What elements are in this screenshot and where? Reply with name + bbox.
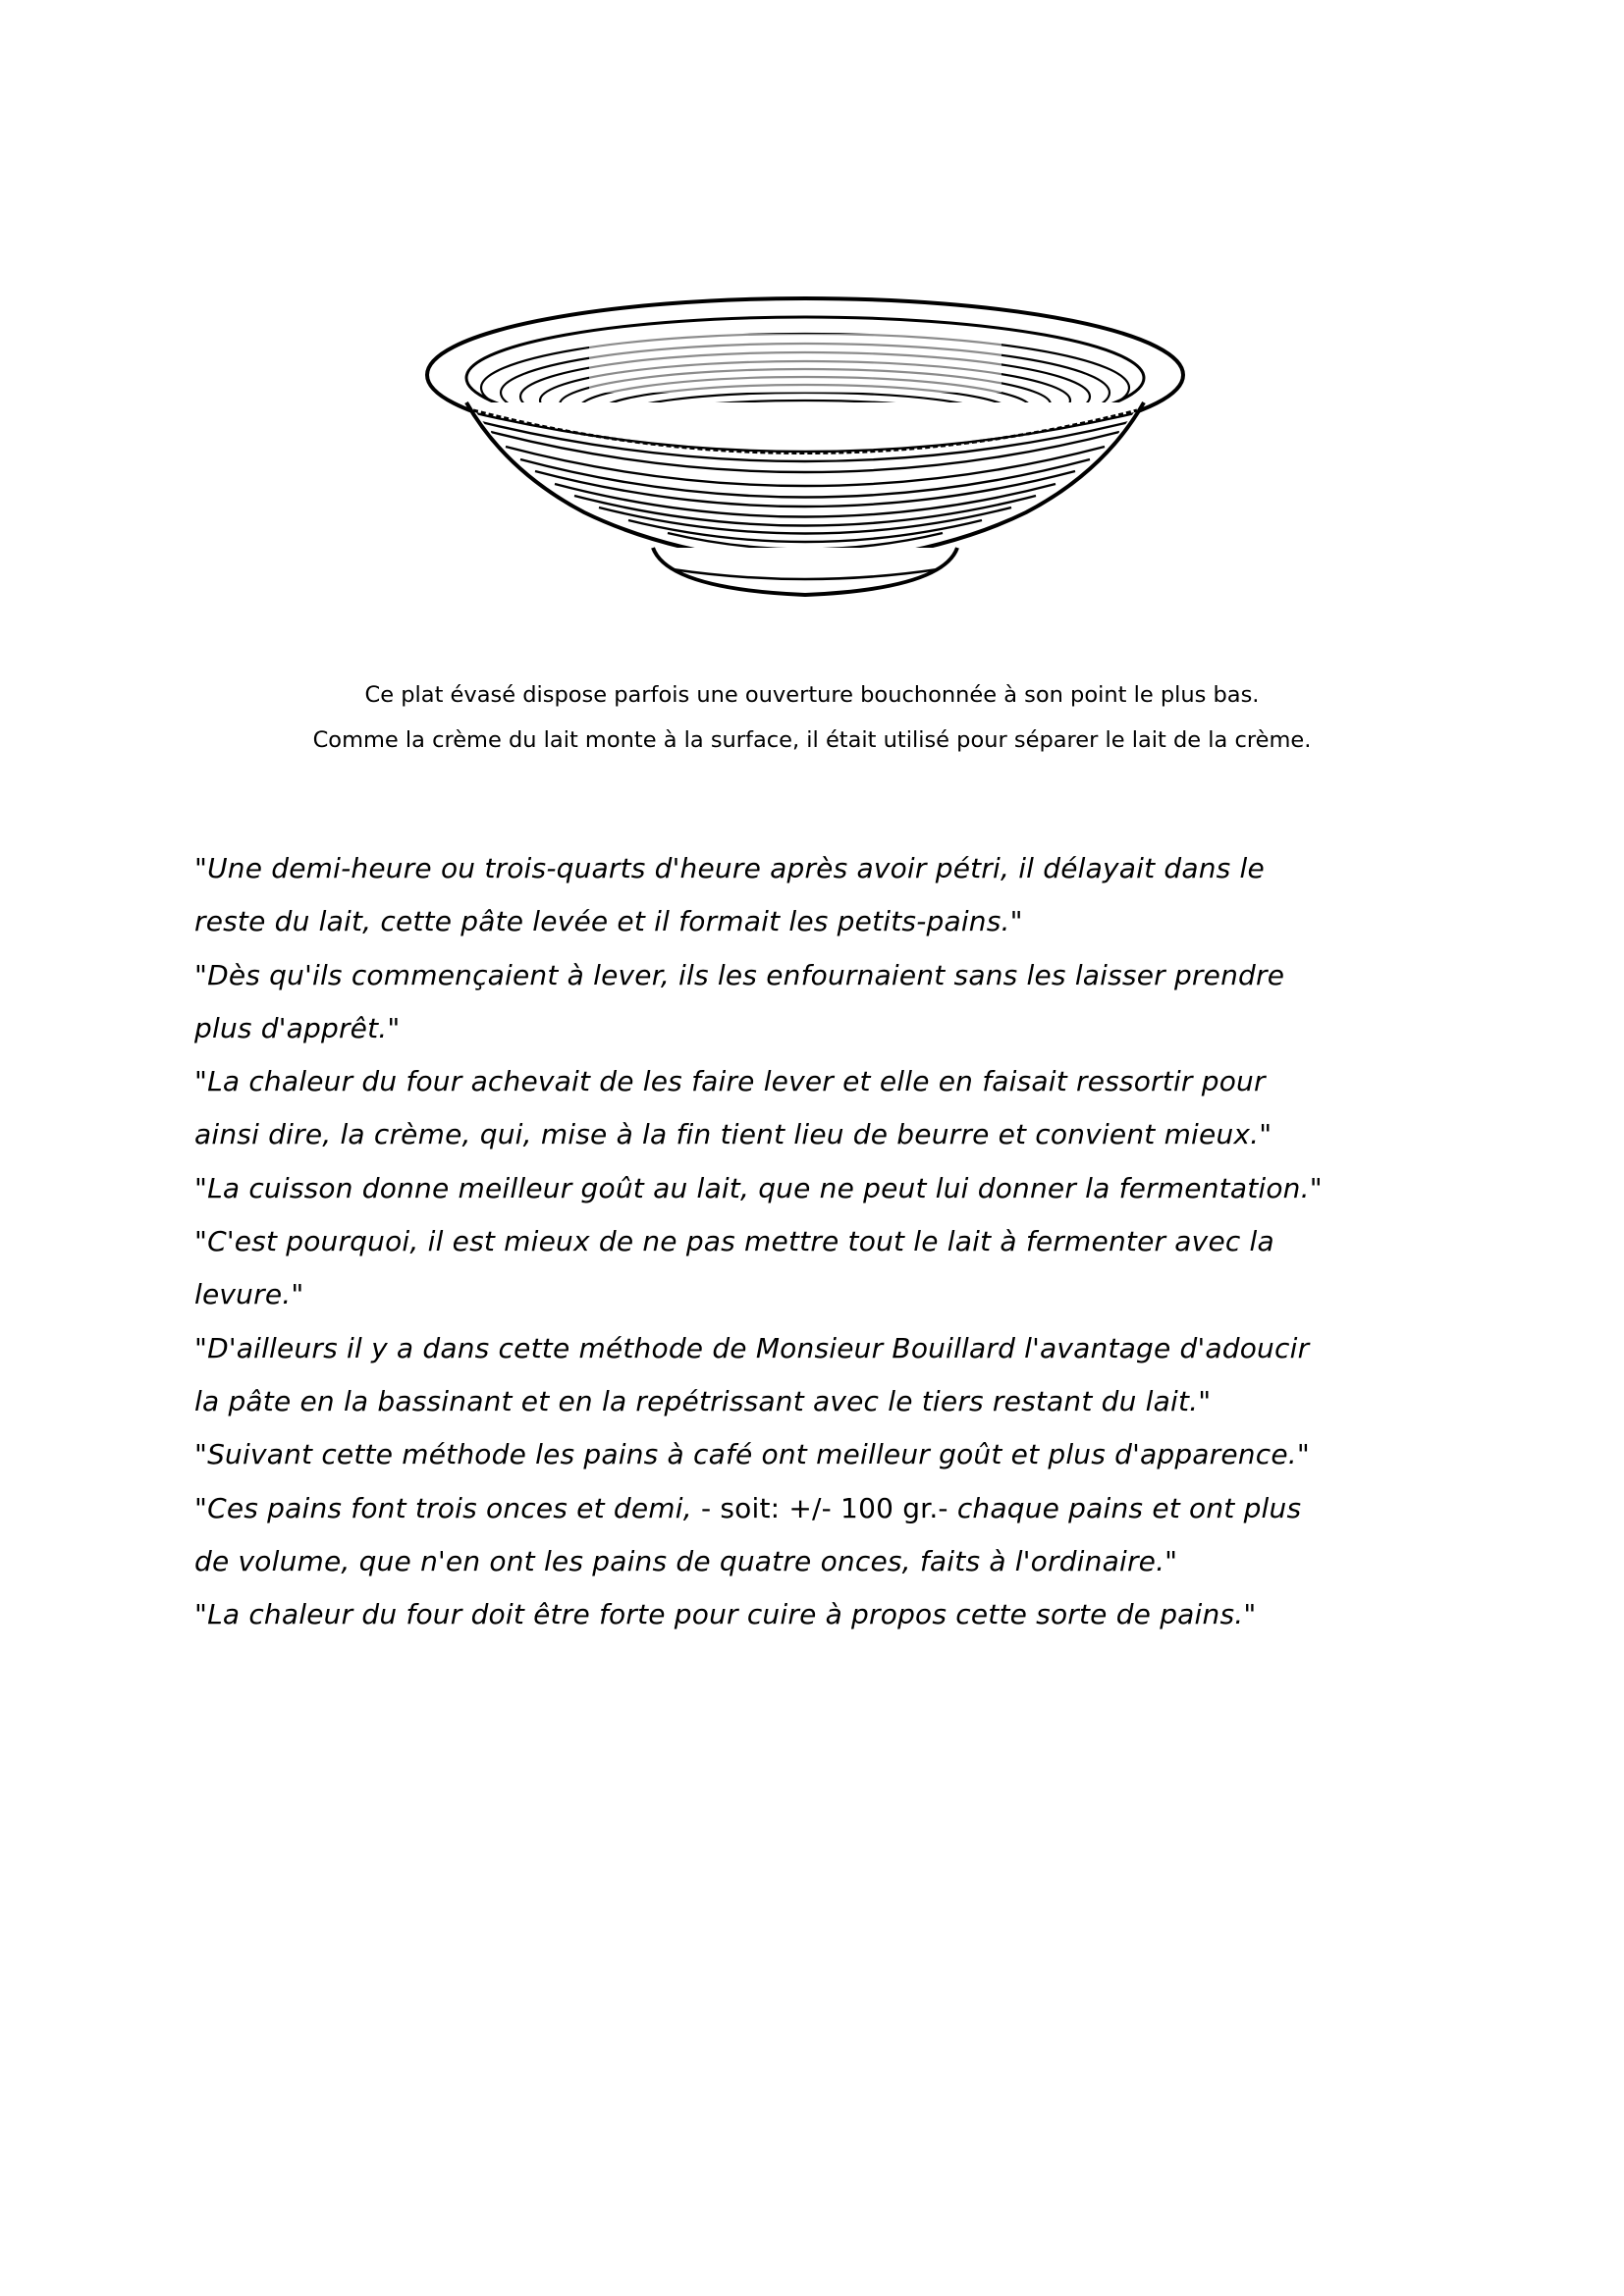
creamer-bowl-illustration [412,294,1198,609]
quote-line: la pâte en la bassinant et en la repétrissant avec le tiers restant du lait." [194,1384,1212,1417]
quote-line: "La cuisson donne meilleur goût au lait, que ne peut lui donner la fermentation." [194,1171,1323,1204]
quote-line: de volume, que n'en ont les pains de quatre onces, faits à l'ordinaire." [194,1544,1178,1577]
caption-line-1: Ce plat évasé dispose parfois une ouverture bouchonnée à son point le plus bas. [364,682,1260,708]
quote-line: "La chaleur du four achevait de les faire lever et elle en faisait ressortir pour [194,1065,1266,1098]
quote-line: "C'est pourquoi, il est mieux de ne pas mettre tout le lait à fermenter avec la [194,1225,1274,1258]
quote-line: "Une demi-heure ou trois-quarts d'heure après avoir pétri, il délayait dans le [194,852,1265,884]
quote-line: plus d'apprêt." [194,1011,401,1044]
caption-line-2: Comme la crème du lait monte à la surface, il était utilisé pour séparer le lait de la crème. [312,727,1312,753]
quote-line: "La chaleur du four doit être forte pour cuire à propos cette sorte de pains." [194,1598,1257,1631]
quote-line: "D'ailleurs il y a dans cette méthode de Monsieur Bouillard l'avantage d'adoucir [194,1331,1310,1364]
quoted-text-block [194,842,1471,1641]
quote-line: ainsi dire, la crème, qui, mise à la fin tient lieu de beurre et convient mieux." [194,1118,1272,1151]
quote-segment-upright: - soit: +/- 100 gr.- [691,1491,957,1524]
quote-line: "Dès qu'ils commençaient à lever, ils les enfournaient sans les laisser prendre [194,958,1285,991]
quote-segment: "Ces pains font trois onces et demi, [194,1491,692,1524]
quote-line: "Suivant cette méthode les pains à café ont meilleur goût et plus d'apparence." [194,1438,1310,1471]
quote-line [194,1482,1471,1535]
quote-line: levure." [194,1278,304,1311]
illustration-caption [147,672,1477,763]
quote-segment: chaque pains et ont plus [956,1491,1302,1524]
quote-line: reste du lait, cette pâte levée et il formait les petits-pains." [194,905,1023,938]
